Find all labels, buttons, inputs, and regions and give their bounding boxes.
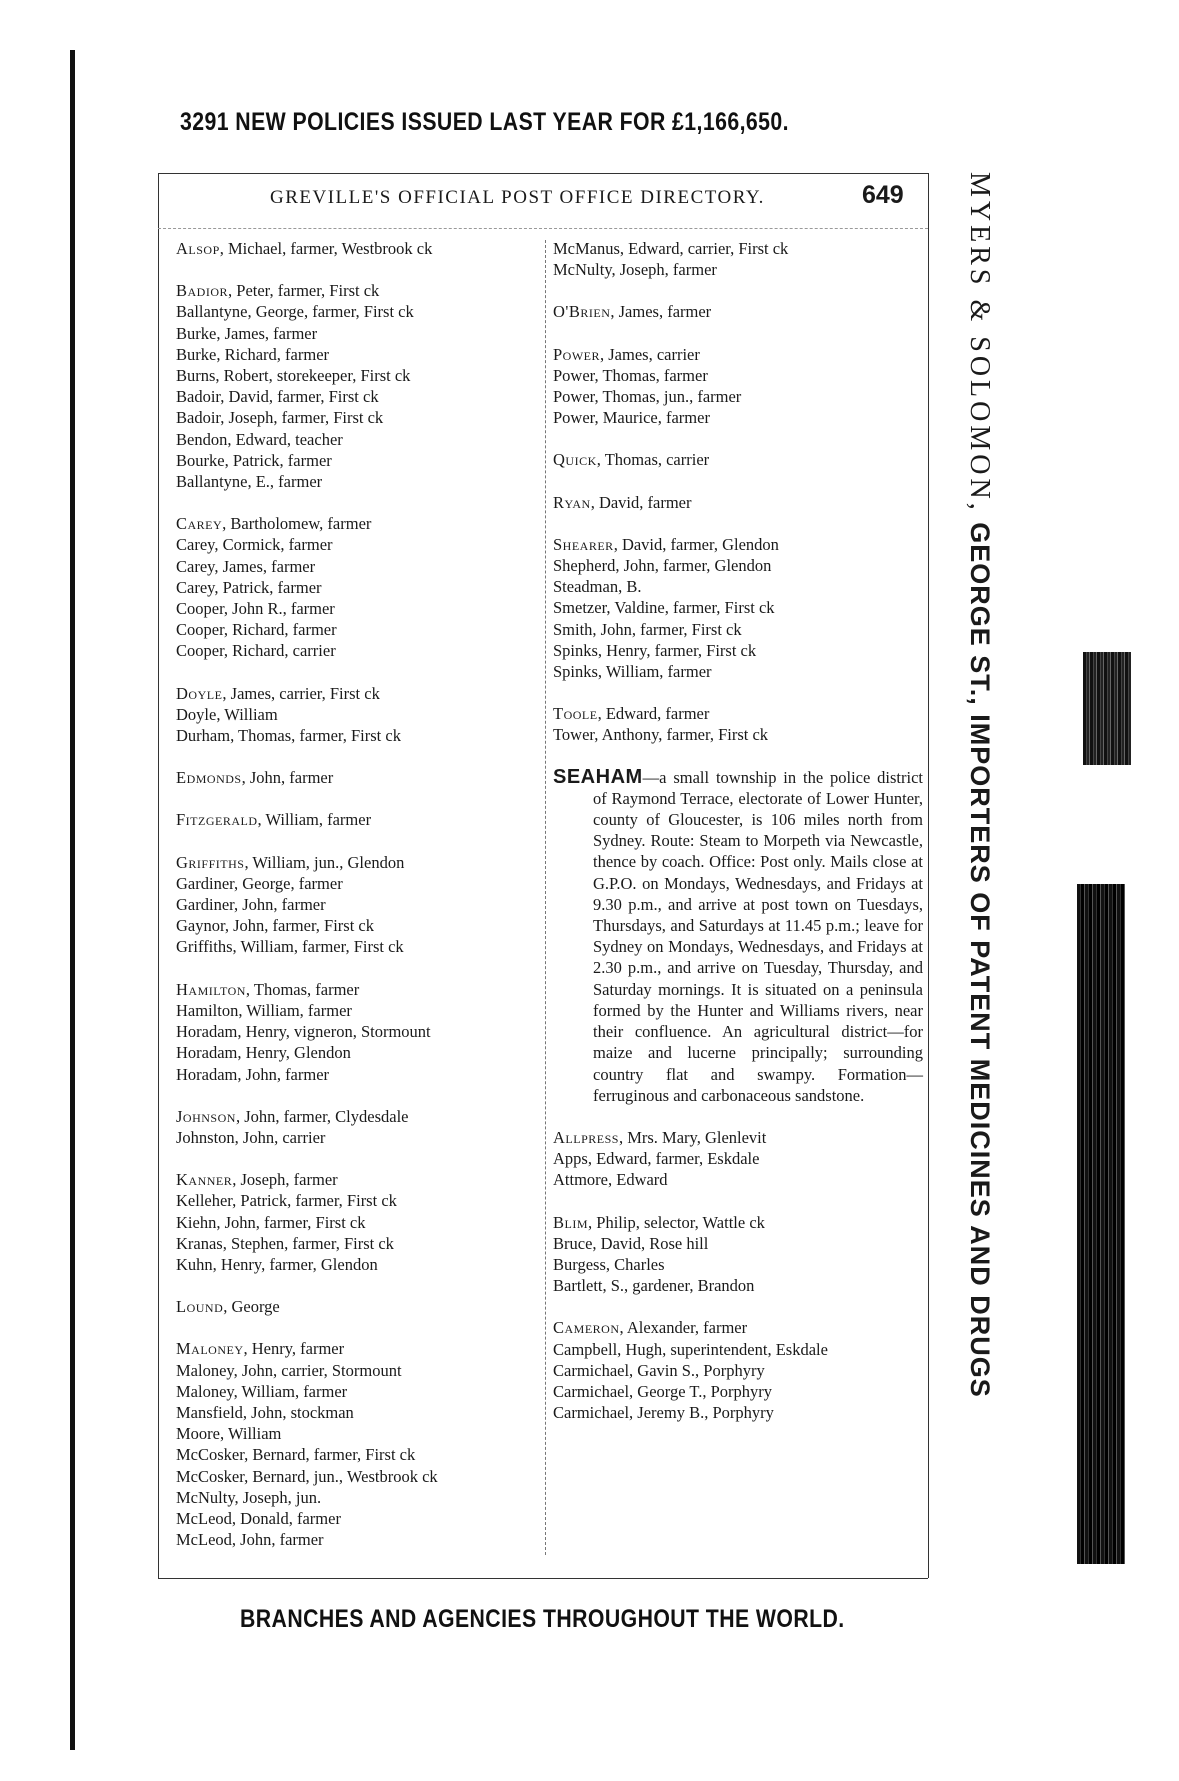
directory-entry [176, 809, 541, 830]
side-advertisement [950, 172, 995, 1572]
left-column [176, 238, 541, 1550]
entry-details: Smetzer, Valdine, farmer, First ck [553, 598, 775, 618]
seaham-heading: SEAHAM [553, 765, 643, 788]
directory-entry [176, 1169, 541, 1190]
directory-entry [553, 365, 923, 386]
entry-details: , Michael, farmer, Westbrook ck [219, 239, 433, 258]
entry-details: , James, carrier, First ck [222, 683, 380, 703]
entry-details: Bendon, Edward, teacher [176, 429, 343, 449]
directory-entry [176, 1466, 541, 1487]
entry-surname: Power [553, 344, 601, 364]
entry-details: Cooper, Richard, farmer [176, 620, 337, 640]
entry-details: , James, carrier [600, 344, 700, 364]
entry-surname: Carey [176, 514, 223, 534]
directory-entry [176, 1508, 541, 1529]
directory-entry [176, 1127, 541, 1148]
directory-entry [176, 365, 541, 386]
directory-entry [553, 1275, 923, 1296]
directory-entry [176, 619, 541, 640]
page-title: GREVILLE'S OFFICIAL POST OFFICE DIRECTORY. [270, 187, 765, 208]
directory-entry [176, 1402, 541, 1423]
directory-entry [176, 873, 541, 894]
directory-entry [553, 576, 923, 597]
entry-details: , Thomas, carrier [596, 450, 710, 470]
entry-details: McLeod, Donald, farmer [176, 1508, 341, 1528]
entry-details: Burke, Richard, farmer [176, 344, 330, 364]
entry-details: Burns, Robert, storekeeper, First ck [176, 366, 411, 386]
directory-entry [553, 1360, 923, 1381]
directory-entry [176, 238, 541, 259]
entry-details: Burke, James, farmer [176, 323, 318, 343]
directory-entry [176, 577, 541, 598]
directory-entry [176, 683, 541, 704]
directory-entry [553, 555, 923, 576]
entry-details: Carey, James, farmer [176, 556, 316, 576]
entry-surname: Allpress [553, 1127, 619, 1147]
margin-scan-strip-upper [1083, 652, 1131, 765]
entry-surname: Ryan [553, 492, 591, 512]
directory-entry [176, 1233, 541, 1254]
entry-details: Kranas, Stephen, farmer, First ck [176, 1233, 394, 1253]
entry-details: Moore, William [176, 1424, 282, 1444]
entry-details: , William, jun., Glendon [244, 852, 405, 872]
entry-details: Steadman, B. [553, 577, 642, 597]
header-divider [158, 228, 928, 229]
entry-surname: Shearer [553, 534, 614, 554]
entry-surname: Maloney [176, 1339, 244, 1359]
directory-entry [553, 259, 923, 280]
directory-entry [176, 471, 541, 492]
directory-entry [176, 979, 541, 1000]
entry-details: McNulty, Joseph, jun. [176, 1487, 322, 1507]
entry-details: Carmichael, Jeremy B., Porphyry [553, 1403, 774, 1423]
entry-details: Maloney, John, carrier, Stormount [176, 1360, 402, 1380]
entry-details: McNulty, Joseph, farmer [553, 260, 717, 280]
entry-details: Shepherd, John, farmer, Glendon [553, 556, 772, 576]
entry-details: Maloney, William, farmer [176, 1381, 348, 1401]
entry-details: Ballantyne, E., farmer [176, 472, 323, 492]
entry-details: Power, Thomas, jun., farmer [553, 387, 742, 407]
entry-surname: Hamilton [176, 979, 246, 999]
directory-entry [176, 598, 541, 619]
entry-details: , Bartholomew, farmer [222, 514, 372, 534]
directory-entry [176, 429, 541, 450]
directory-entry [553, 640, 923, 661]
directory-entry [176, 386, 541, 407]
entry-details: Johnston, John, carrier [176, 1127, 326, 1147]
directory-entry [553, 386, 923, 407]
entry-surname: Fitzgerald [176, 810, 258, 830]
directory-entry [176, 1021, 541, 1042]
entry-details: Attmore, Edward [553, 1170, 668, 1190]
entry-details: , Mrs. Mary, Glenlevit [618, 1127, 767, 1147]
directory-entry [176, 1360, 541, 1381]
directory-entry [553, 1212, 923, 1233]
directory-entry [176, 915, 541, 936]
right-column-bottom-entries [553, 1127, 923, 1423]
directory-entry [176, 1064, 541, 1085]
directory-entry [553, 407, 923, 428]
directory-entry [553, 1254, 923, 1275]
entry-details: , David, farmer, Glendon [613, 534, 779, 554]
directory-entry [176, 640, 541, 661]
directory-entry [176, 1190, 541, 1211]
frame-bottom-rule [158, 1578, 928, 1579]
entry-surname: Griffiths [176, 852, 245, 872]
entry-surname: Edmonds [176, 768, 242, 788]
entry-details: , John, farmer [241, 768, 334, 788]
entry-details: , John, farmer, Clydesdale [235, 1106, 409, 1126]
side-ad-name: MYERS & SOLOMON, [964, 172, 995, 514]
entry-surname: Badior [176, 281, 229, 301]
entry-details: , William, farmer [257, 810, 372, 830]
entry-details: Power, Maurice, farmer [553, 408, 710, 428]
entry-details: Ballantyne, George, farmer, First ck [176, 302, 414, 322]
directory-entry [176, 301, 541, 322]
directory-entry [553, 449, 923, 470]
right-column [553, 238, 923, 1423]
directory-entry [553, 238, 923, 259]
entry-details: , George [223, 1297, 280, 1317]
directory-entry [176, 704, 541, 725]
directory-entry [553, 619, 923, 640]
entry-details: Badoir, Joseph, farmer, First ck [176, 408, 384, 428]
entry-details: Power, Thomas, farmer [553, 365, 708, 385]
entry-surname: Blim [553, 1212, 589, 1232]
directory-entry [553, 1402, 923, 1423]
entry-details: Bruce, David, Rose hill [553, 1233, 709, 1253]
directory-entry [176, 280, 541, 301]
column-divider [545, 240, 546, 1555]
seaham-text: —a small township in the police district of Raymond Terrace, electorate of Lower Hunter, county of Gloucester, is 106 miles north from Sydney. Route: Steam to Morpeth via Newcastle, thence by coach. Office: Post only. Mails close at G.P.O. on Mondays, Wednesdays, and Fridays at 9.30 p.m., and arrive at post town on Tuesdays, Thursdays, and Saturdays at 11.45 p.m.; leave for Sydney on Mondays, Wednesdays, and Fridays at 2.30 p.m., and arrive on Tuesday, Thursday, and Saturday mornings. It is situated on a peninsula formed by the Hunter and Williams rivers, near their confluence. An agricultural district—for maize and lucerne principally; surrounding country flat and swampy. Formation—ferruginous and carbonaceous sandstone. [593, 767, 923, 1105]
entry-details: Gaynor, John, farmer, First ck [176, 916, 375, 936]
entry-details: Carey, Patrick, farmer [176, 577, 322, 597]
entry-details: McCosker, Bernard, jun., Westbrook ck [176, 1466, 438, 1486]
entry-details: , Edward, farmer [597, 704, 710, 724]
entry-details: Horadam, Henry, vigneron, Stormount [176, 1022, 431, 1042]
entry-details: Gardiner, George, farmer [176, 873, 343, 893]
directory-entry [176, 1529, 541, 1550]
entry-details: Cooper, Richard, carrier [176, 641, 336, 661]
entry-surname: Quick [553, 450, 597, 470]
directory-entry [176, 1042, 541, 1063]
directory-entry [176, 767, 541, 788]
entry-details: Horadam, Henry, Glendon [176, 1043, 351, 1063]
directory-entry [176, 450, 541, 471]
directory-entry [553, 703, 923, 724]
directory-entry [553, 534, 923, 555]
entry-surname: Alsop [176, 239, 220, 258]
directory-entry [176, 534, 541, 555]
directory-entry [553, 1169, 923, 1190]
entry-details: Burgess, Charles [553, 1254, 665, 1274]
entry-details: Apps, Edward, farmer, Eskdale [553, 1149, 760, 1169]
directory-entry [553, 724, 923, 745]
entry-details: Tower, Anthony, farmer, First ck [553, 725, 769, 745]
top-banner: 3291 NEW POLICIES ISSUED LAST YEAR FOR £1,166,650. [180, 108, 789, 136]
entry-details: McManus, Edward, carrier, First ck [553, 239, 789, 258]
entry-details: Campbell, Hugh, superintendent, Eskdale [553, 1339, 828, 1359]
entry-surname: Lound [176, 1297, 224, 1317]
right-column-top-entries [553, 238, 923, 767]
entry-details: Gardiner, John, farmer [176, 895, 326, 915]
entry-details: Carmichael, Gavin S., Porphyry [553, 1360, 765, 1380]
directory-entry [553, 344, 923, 365]
directory-entry [176, 344, 541, 365]
entry-details: , David, farmer [590, 492, 692, 512]
side-ad-tagline: GEORGE ST., IMPORTERS OF PATENT MEDICINES AND DRUGS [965, 522, 995, 1398]
directory-entry [176, 725, 541, 746]
directory-entry [176, 1423, 541, 1444]
directory-entry [553, 1317, 923, 1338]
seaham-description [553, 767, 923, 1106]
entry-details: Hamilton, William, farmer [176, 1000, 352, 1020]
directory-entry [176, 936, 541, 957]
entry-details: Horadam, John, farmer [176, 1064, 330, 1084]
entry-details: Bourke, Patrick, farmer [176, 450, 332, 470]
directory-entry [176, 1381, 541, 1402]
page-number: 649 [862, 181, 904, 209]
entry-details: , Thomas, farmer [245, 979, 360, 999]
entry-details: Durham, Thomas, farmer, First ck [176, 726, 401, 746]
entry-details: Kelleher, Patrick, farmer, First ck [176, 1191, 397, 1211]
entry-details: , Joseph, farmer [232, 1170, 338, 1190]
entry-details: Spinks, William, farmer [553, 662, 712, 682]
entry-details: Mansfield, John, stockman [176, 1402, 354, 1422]
directory-entry [553, 492, 923, 513]
entry-details: McCosker, Bernard, farmer, First ck [176, 1445, 416, 1465]
entry-details: Bartlett, S., gardener, Brandon [553, 1276, 755, 1296]
frame-top-rule [158, 173, 928, 174]
directory-entry [176, 1106, 541, 1127]
entry-details: Carey, Cormick, farmer [176, 535, 333, 555]
directory-entry [176, 1254, 541, 1275]
entry-details: Spinks, Henry, farmer, First ck [553, 640, 757, 660]
entry-details: Carmichael, George T., Porphyry [553, 1381, 773, 1401]
page-edge-bar [70, 50, 75, 1750]
directory-entry [553, 1127, 923, 1148]
entry-details: Kiehn, John, farmer, First ck [176, 1212, 366, 1232]
entry-surname: Toole [553, 704, 598, 724]
directory-entry [176, 852, 541, 873]
entry-details: McLeod, John, farmer [176, 1530, 324, 1550]
directory-entry [176, 1444, 541, 1465]
directory-entry [553, 1233, 923, 1254]
directory-entry [176, 1000, 541, 1021]
entry-details: , Philip, selector, Wattle ck [588, 1212, 765, 1232]
directory-entry [176, 894, 541, 915]
entry-details: , James, farmer [610, 302, 712, 322]
entry-details: Cooper, John R., farmer [176, 599, 335, 619]
entry-details: , Alexander, farmer [619, 1318, 748, 1338]
entry-details: Badoir, David, farmer, First ck [176, 387, 379, 407]
entry-surname: Doyle [176, 683, 223, 703]
directory-entry [553, 1381, 923, 1402]
directory-entry [553, 1339, 923, 1360]
directory-entry [176, 1296, 541, 1317]
frame-left-rule [158, 173, 159, 1578]
entry-details: , Peter, farmer, First ck [228, 281, 380, 301]
directory-entry [176, 407, 541, 428]
entry-details: , Henry, farmer [243, 1339, 345, 1359]
directory-entry [176, 1338, 541, 1359]
directory-entry [176, 513, 541, 534]
directory-entry [176, 556, 541, 577]
entry-surname: O'Brien [553, 302, 611, 322]
margin-scan-strip-lower [1077, 884, 1125, 1564]
directory-entry [553, 301, 923, 322]
directory-entry [553, 1148, 923, 1169]
entry-details: Griffiths, William, farmer, First ck [176, 937, 404, 957]
entry-details: Kuhn, Henry, farmer, Glendon [176, 1254, 378, 1274]
directory-entry [176, 1487, 541, 1508]
directory-entry [553, 597, 923, 618]
entry-details: Smith, John, farmer, First ck [553, 619, 742, 639]
entry-details: Doyle, William [176, 704, 278, 724]
bottom-banner: BRANCHES AND AGENCIES THROUGHOUT THE WORLD. [240, 1605, 845, 1633]
directory-entry [176, 1212, 541, 1233]
entry-surname: Cameron [553, 1318, 620, 1338]
entry-surname: Johnson [176, 1106, 236, 1126]
directory-entry [176, 323, 541, 344]
frame-right-rule [928, 173, 929, 1578]
entry-surname: Kanner [176, 1170, 233, 1190]
directory-entry [553, 661, 923, 682]
